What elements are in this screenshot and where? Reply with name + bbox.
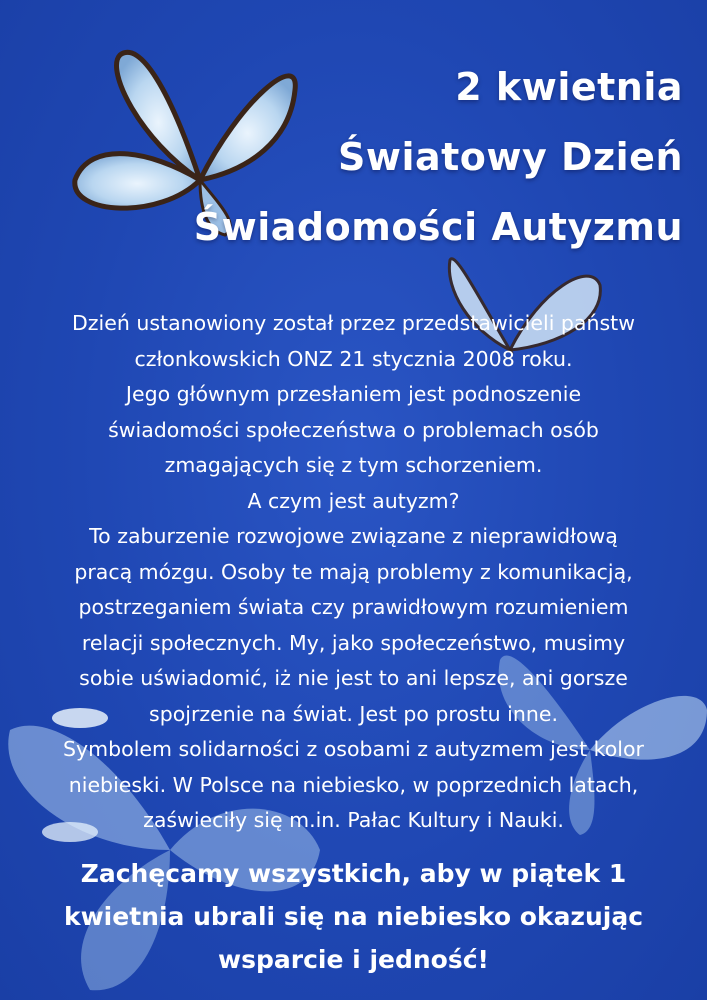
body-line: członkowskich ONZ 21 stycznia 2008 roku. (134, 346, 573, 371)
cta-line: wsparcie i jedność! (218, 945, 489, 974)
body-line: Symbolem solidarności z osobami z autyzmem jest kolor (63, 737, 644, 761)
body-line: A czym jest autyzm? (247, 488, 460, 513)
body-line: świadomości społeczeństwa o problemach osób (108, 417, 599, 442)
body-line: sobie uświadomić, iż nie jest to ani lepsze, ani gorsze (79, 666, 628, 690)
body-line: zmagających się z tym schorzeniem. (164, 453, 543, 477)
call-to-action (0, 852, 707, 981)
title-date: 2 kwietnia (455, 65, 683, 109)
body-line: niebieski. W Polsce na niebiesko, w poprzednich latach, (68, 772, 639, 797)
cta-line: Zachęcamy wszystkich, aby w piątek 1 (80, 859, 627, 888)
body-line: zaświeciły się m.in. Pałac Kultury i Nauki. (143, 808, 564, 832)
body-line: relacji społecznych. My, jako społeczeństwo, musimy (81, 630, 626, 655)
title (194, 52, 683, 262)
title-awareness: Świadomości Autyzmu (193, 205, 683, 249)
body-line: Dzień ustanowiony został przez przedstawicieli państw (72, 311, 635, 335)
body-line: spojrzenie na świat. Jest po prostu inne. (149, 701, 558, 726)
body-line: postrzeganiem świata czy prawidłowym rozumieniem (78, 595, 629, 619)
title-day-name: Światowy Dzień (337, 135, 683, 179)
body-line: Jego głównym przesłaniem jest podnoszenie (125, 382, 582, 406)
body-line: To zaburzenie rozwojowe związane z nieprawidłową (89, 524, 618, 548)
cta-line: kwietnia ubrali się na niebiesko okazując (63, 902, 644, 931)
body-line: pracą mózgu. Osoby te mają problemy z komunikacją, (74, 559, 633, 584)
body-text (0, 306, 707, 839)
